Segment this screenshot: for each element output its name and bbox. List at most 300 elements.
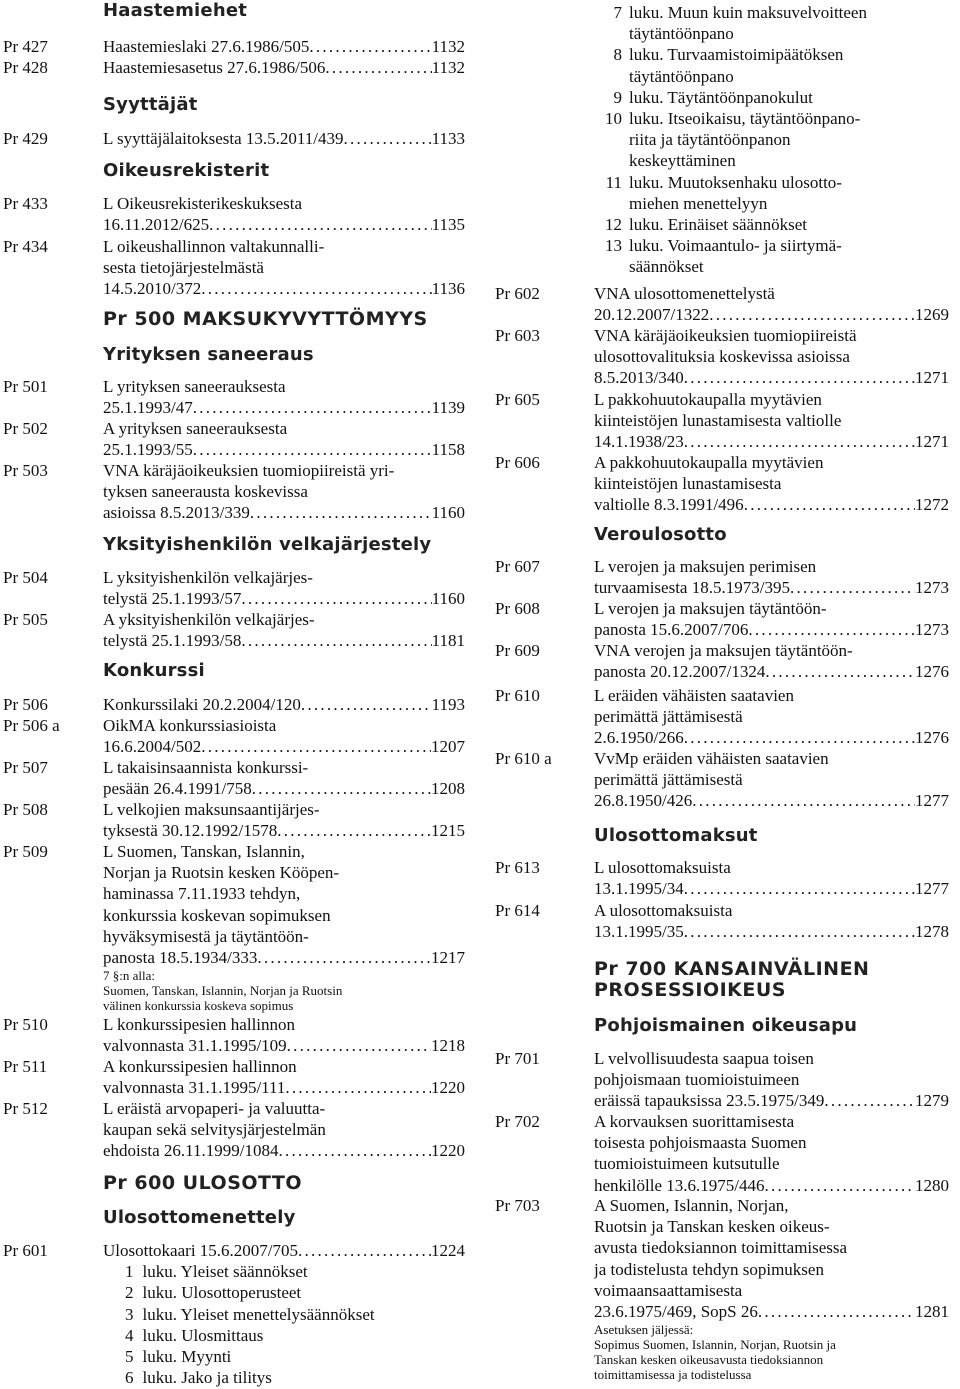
chapter-number: 6 [125,1368,134,1388]
entry-body [103,841,465,1013]
entry-code: Pr 507 [3,758,48,777]
entry-code: Pr 613 [495,858,540,877]
entry-body [103,1240,465,1388]
entry-line [594,727,949,748]
entry-code: Pr 504 [3,568,48,587]
entry-line: L ulosottomaksuista [594,858,731,877]
entry-body [103,715,465,757]
entry-line [594,494,949,515]
chapter-continuation: täytäntöönpano [629,66,734,86]
entry-line: konkurssia koskevan sopimuksen [103,905,331,925]
index-entry [490,452,960,516]
entry-line: L pakkohuutokaupalla myytävien [594,390,822,409]
entry-text: 23.6.1975/469, SopS 26 [594,1302,758,1322]
page-number: 1281 [915,1302,949,1322]
entry-code: Pr 610 a [495,749,552,768]
entry-note: Asetuksen jäljessä: [594,1322,694,1338]
dot-leader [309,36,431,57]
entry-body [103,376,465,418]
entry-line [103,736,465,757]
entry-note: 7 §:n alla: [103,968,155,984]
entry-line [103,778,465,799]
page-number: 1218 [431,1036,465,1056]
chapter-number: 13 [605,236,622,256]
entry-note: välinen konkurssia koskeva sopimus [103,998,294,1014]
chapter-title: luku. Yleiset säännökset [142,1262,308,1282]
section-heading: Pohjoismainen oikeusapu [594,1015,858,1036]
page-number: 1271 [915,432,949,452]
index-entry [490,556,960,598]
page-number: 1207 [431,737,465,757]
entry-body [103,193,465,235]
chapter-line [125,1282,465,1303]
entry-body [103,57,465,78]
index-entry [0,1240,480,1388]
page-number: 1136 [431,279,465,299]
index-entry [0,128,480,149]
chapter-line [125,1346,465,1367]
entry-line: kiinteistöjen lunastamisesta [594,474,782,494]
page-number: 1160 [431,503,465,523]
dot-leader [193,439,432,460]
entry-line: perimättä jättämisestä [594,770,743,790]
entry-text: Ulosottokaari 15.6.2007/705 [103,1241,299,1260]
entry-line [103,439,465,460]
dot-leader [209,214,432,235]
entry-line [103,502,465,523]
page-number: 1224 [431,1241,465,1260]
page-number: 1220 [431,1078,465,1098]
entry-body [594,452,949,516]
index-entry [490,1111,960,1196]
entry-line [103,1077,465,1098]
entry-body [103,460,465,524]
entry-code: Pr 502 [3,419,48,438]
entry-code: Pr 605 [495,390,540,409]
entry-code: Pr 702 [495,1112,540,1131]
page-number: 1135 [431,215,465,235]
entry-line [594,1175,949,1196]
chapter-list [588,2,867,278]
entry-code: Pr 608 [495,599,540,618]
entry-line: toisesta pohjoismaasta Suomen [594,1133,807,1153]
entry-line: Norjan ja Ruotsin kesken Kööpen- [103,863,340,883]
entry-line: A korvauksen suorittamisesta [594,1112,795,1131]
index-entry [0,236,480,300]
index-entry [490,685,960,749]
entry-line [594,878,949,899]
index-entry [490,857,960,899]
index-entry [0,57,480,78]
dot-leader [684,367,915,388]
index-entry [490,389,960,453]
page-number: 1139 [431,398,465,418]
entry-line [103,128,465,149]
entry-line [594,1090,949,1111]
chapter-number: 4 [125,1325,134,1345]
chapter-title: luku. Ulosottoperusteet [142,1283,302,1303]
entry-body [594,1111,949,1196]
entry-line: ulosottovalituksia koskevissa asioissa [594,347,850,367]
page-number: 1208 [431,779,465,799]
entry-note: Tanskan kesken oikeusavusta tiedoksiannon [594,1352,824,1368]
chapter-title: luku. Erinäiset säännökset [629,215,807,235]
chapter-line [588,44,867,65]
entry-line: L takaisinsaannista konkurssi- [103,758,309,777]
entry-line [103,397,465,418]
dot-leader [684,431,915,452]
page-number: 1160 [431,589,465,609]
entry-line [103,36,465,57]
entry-line: VNA käräjäoikeuksien tuomiopiireistä yri- [103,461,395,480]
entry-text: asioissa 8.5.2013/339 [103,503,250,523]
entry-code: Pr 703 [495,1196,540,1215]
index-entry [490,325,960,389]
section-heading: Yksityishenkilön velkajärjestely [103,534,432,555]
entry-line [103,214,465,235]
entry-line [594,619,949,640]
dot-leader [201,278,431,299]
chapter-number: 9 [613,87,622,107]
dot-leader [241,588,431,609]
entry-code: Pr 508 [3,800,48,819]
entry-line [103,1035,465,1056]
dot-leader [285,1077,431,1098]
entry-body [103,236,465,300]
chapter-title: luku. Turvaamistoimipäätöksen [629,45,844,65]
chapter-title: luku. Voimaantulo- ja siirtymä- [629,236,842,256]
entry-body [594,1195,949,1382]
entry-text: 16.11.2012/625 [103,215,210,235]
entry-line: L yrityksen saneerauksesta [103,377,286,396]
entry-text: 25.1.1993/47 [103,398,193,418]
entry-text: 14.5.2010/372 [103,279,202,299]
entry-code: Pr 609 [495,641,540,660]
entry-text: panosta 18.5.1934/333 [103,948,258,968]
dot-leader [193,397,432,418]
dot-leader [241,630,431,651]
index-entry [0,193,480,235]
index-entry [490,283,960,325]
page-number: 1269 [915,305,949,325]
page-number: 1273 [915,578,949,598]
entry-code: Pr 501 [3,377,48,396]
chapter-line [588,235,867,256]
dot-leader [287,1035,431,1056]
entry-body [103,757,465,799]
entry-line: A yksityishenkilön velkajärjes- [103,610,315,629]
entry-line [594,431,949,452]
entry-line: L Suomen, Tanskan, Islannin, [103,842,305,861]
entry-body [594,748,949,812]
entry-line [103,1240,465,1261]
dot-leader [201,736,431,757]
dot-leader [684,921,915,942]
dot-leader [824,1090,915,1111]
chapter-title: luku. Muun kuin maksuvelvoitteen [629,3,867,22]
index-entry [0,376,480,418]
dot-leader [250,502,432,523]
dot-leader [343,128,431,149]
page-number: 1273 [915,620,949,640]
entry-text: ehdoista 26.11.1999/1084 [103,1141,279,1161]
section-heading: Haastemiehet [103,0,248,21]
page-number: 1220 [431,1141,465,1161]
entry-text: 20.12.2007/1322 [594,305,710,325]
entry-code: Pr 428 [3,58,48,77]
entry-text: panosta 15.6.2007/706 [594,620,749,640]
chapter-continuation: täytäntöönpano [629,24,734,44]
entry-text: henkilölle 13.6.1975/446 [594,1175,765,1195]
chapter-title: luku. Itseoikaisu, täytäntöönpano- [629,109,861,129]
entry-line: VNA verojen ja maksujen täytäntöön- [594,641,853,660]
entry-body [594,685,949,749]
entry-line: pohjoismaan tuomioistuimeen [594,1070,800,1090]
chapter-line [588,172,867,193]
entry-text: Haastemiesasetus 27.6.1986/506 [103,58,326,77]
dot-leader [252,778,431,799]
entry-line [103,278,465,299]
dot-leader [279,1140,432,1161]
chapter-continuation: riita ja täytäntöönpanon [629,130,791,150]
section-heading: Syyttäjät [103,94,198,115]
entry-body [103,609,465,651]
entry-text: eräissä tapauksissa 23.5.1975/349 [594,1091,825,1111]
entry-line: haminassa 7.11.1933 tehdyn, [103,884,301,904]
entry-line: L Oikeusrekisterikeskuksesta [103,194,303,213]
entry-line: A konkurssipesien hallinnon [103,1057,297,1076]
chapter-title: luku. Muutoksenhaku ulosotto- [629,172,842,192]
entry-code: Pr 505 [3,610,48,629]
entry-line [594,790,949,811]
entry-text: 13.1.1995/35 [594,922,684,942]
entry-text: Haastemieslaki 27.6.1986/505 [103,37,310,56]
chapter-line [588,87,867,108]
entry-text: L syyttäjälaitoksesta 13.5.2011/439 [103,129,344,148]
page-number: 1133 [431,129,465,148]
entry-line [594,921,949,942]
dot-leader [744,494,915,515]
entry-line: voimaansaattamisesta [594,1280,743,1300]
entry-note: toimittamisessa ja todistelussa [594,1367,752,1383]
index-entry [490,640,960,682]
entry-line [103,57,465,78]
entry-line: sesta tietojärjestelmästä [103,258,264,278]
section-heading: Ulosottomaksut [594,825,758,846]
page-number: 1272 [915,495,949,515]
entry-line [594,577,949,598]
chapter-line [125,1304,465,1325]
entry-code: Pr 607 [495,557,540,576]
index-entry [0,715,480,757]
index-entry [490,1195,960,1382]
chapter-number: 2 [125,1283,134,1303]
entry-text: 13.1.1995/34 [594,879,684,899]
entry-text: Konkurssilaki 20.2.2004/120 [103,695,301,714]
page-number: 1277 [915,791,949,811]
entry-body [103,1014,465,1056]
entry-code: Pr 510 [3,1015,48,1034]
entry-code: Pr 503 [3,461,48,480]
entry-text: turvaamisesta 18.5.1973/395 [594,578,790,598]
entry-line: hyväksymisestä ja täytäntöön- [103,926,309,946]
page-number: 1158 [431,440,465,460]
chapter-title: luku. Yleiset menettelysäännökset [142,1304,375,1324]
chapter-title: luku. Jako ja tilitys [142,1368,272,1388]
entry-text: telystä 25.1.1993/58 [103,631,242,651]
entry-line: A pakkohuutokaupalla myytävien [594,453,824,472]
chapter-line [125,1261,465,1282]
entry-line [594,661,949,682]
entry-line: L eräistä arvopaperi- ja valuutta- [103,1099,326,1118]
entry-body [594,1048,949,1112]
entry-body [103,36,465,57]
index-entry [490,900,960,942]
index-entry [0,841,480,1013]
dot-leader [684,878,915,899]
entry-line: L verojen ja maksujen täytäntöön- [594,599,827,618]
dot-leader [298,1240,431,1261]
dot-leader [765,661,915,682]
chapter-line [125,1367,465,1388]
entry-line: kiinteistöjen lunastamisesta valtiolle [594,411,842,431]
entry-body [103,1098,465,1162]
entry-line [594,304,949,325]
entry-line: OikMA konkurssiasioista [103,716,277,735]
page-number: 1278 [915,922,949,942]
dot-leader [709,304,915,325]
entry-body [594,325,949,389]
entry-code: Pr 427 [3,37,48,56]
chapter-line [125,1325,465,1346]
dot-leader [790,577,915,598]
page-number: 1193 [431,695,465,714]
page-number: 1132 [431,37,465,56]
entry-body [594,598,949,640]
entry-line: VvMp eräiden vähäisten saatavien [594,749,829,768]
entry-text: valvonnasta 31.1.1995/111 [103,1078,286,1098]
dot-leader [748,619,915,640]
index-entry [0,1014,480,1056]
entry-code: Pr 601 [3,1241,48,1260]
entry-body [103,128,465,149]
page-number: 1279 [915,1091,949,1111]
entry-line: perimättä jättämisestä [594,707,743,727]
chapter-number: 8 [613,45,622,65]
dot-leader [684,727,915,748]
entry-code: Pr 429 [3,129,48,148]
entry-text: panosta 20.12.2007/1324 [594,662,766,682]
section-heading: Pr 700 KANSAINVÄLINEN [594,958,870,980]
entry-line [103,630,465,651]
page-number: 1132 [431,58,465,77]
entry-code: Pr 606 [495,453,540,472]
index-entry [490,1048,960,1112]
index-entry [0,1098,480,1162]
chapter-number: 12 [605,215,622,235]
chapter-line [588,2,867,23]
section-heading: Pr 600 ULOSOTTO [103,1172,303,1194]
entry-code: Pr 506 [3,695,48,714]
entry-text: 8.5.2013/340 [594,368,684,388]
index-entry [0,757,480,799]
chapter-title: luku. Täytäntöönpanokulut [629,87,813,107]
entry-body [594,640,949,682]
entry-line: L verojen ja maksujen perimisen [594,557,817,576]
entry-body [103,1056,465,1098]
index-entry [490,598,960,640]
index-entry [0,36,480,57]
page-number: 1276 [915,662,949,682]
entry-line [103,947,465,968]
entry-code: Pr 511 [3,1057,48,1076]
entry-line: ja todistelusta tehdyn sopimuksen [594,1259,824,1279]
entry-body [103,418,465,460]
entry-line: kaupan sekä selvitysjärjestelmän [103,1120,326,1140]
entry-code: Pr 614 [495,901,540,920]
dot-leader [758,1301,915,1322]
index-entry [0,1056,480,1098]
entry-line: L yksityishenkilön velkajärjes- [103,568,313,587]
page-number: 1277 [915,879,949,899]
entry-text: tyksestä 30.12.1992/1578 [103,821,278,841]
entry-note: Sopimus Suomen, Islannin, Norjan, Ruotsin ja [594,1337,836,1353]
chapter-line [588,214,867,235]
entry-text: valvonnasta 31.1.1995/109 [103,1036,287,1056]
entry-line: A yrityksen saneerauksesta [103,419,288,438]
entry-body [594,556,949,598]
page-number: 1217 [431,948,465,968]
entry-line [594,367,949,388]
entry-line [594,1301,949,1322]
entry-text: 25.1.1993/55 [103,440,193,460]
chapter-continuation: miehen menettelyyn [629,193,768,213]
section-heading: PROSESSIOIKEUS [594,979,786,1001]
entry-line: tuomioistuimeen kutsutulle [594,1154,780,1174]
entry-code: Pr 701 [495,1049,540,1068]
section-heading: Yrityksen saneeraus [103,344,314,365]
index-entry [0,418,480,460]
chapter-line [588,108,867,129]
entry-line: L konkurssipesien hallinnon [103,1015,296,1034]
entry-body [594,857,949,899]
section-heading: Oikeusrekisterit [103,160,270,181]
index-entry [490,748,960,812]
entry-code: Pr 603 [495,326,540,345]
entry-line [103,1140,465,1161]
entry-text: 26.8.1950/426 [594,791,693,811]
dot-leader [325,57,431,78]
entry-body [103,567,465,609]
chapter-number: 3 [125,1304,134,1324]
entry-body [594,900,949,942]
index-entry [0,799,480,841]
chapter-number: 1 [125,1262,134,1282]
page-number: 1215 [431,821,465,841]
entry-note: Suomen, Tanskan, Islannin, Norjan ja Ruotsin [103,983,343,999]
page-number: 1280 [915,1175,949,1195]
entry-line: avusta tiedoksiannon toimittamisessa [594,1238,848,1258]
entry-text: telystä 25.1.1993/57 [103,589,242,609]
entry-text: 14.1.1938/23 [594,432,684,452]
entry-line [103,694,465,715]
dot-leader [277,820,431,841]
section-heading: Pr 500 MAKSUKYVYTTÖMYYS [103,308,428,330]
chapter-continuation: keskeyttäminen [629,151,736,171]
dot-leader [301,694,432,715]
entry-code: Pr 433 [3,194,48,213]
entry-line: L velkojien maksunsaantijärjes- [103,800,320,819]
